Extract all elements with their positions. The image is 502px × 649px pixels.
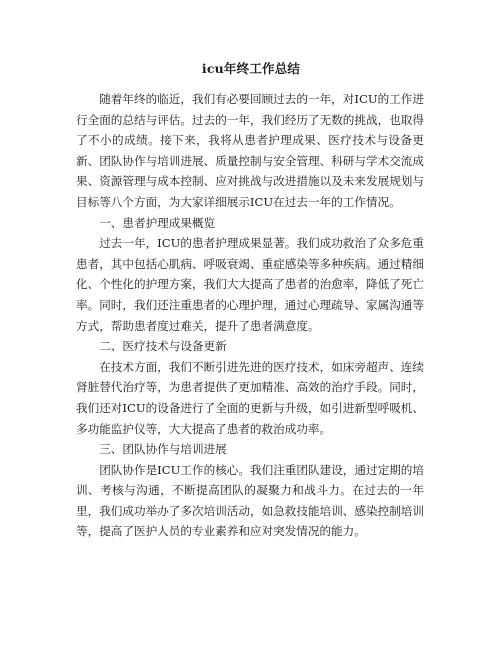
patient-care-paragraph: 过去一年，ICU的患者护理成果显著。我们成功救治了众多危重患者，其中包括心肌病、呼吸衰竭、重症感染等多种疾病。通过精细化、个性化的护理方案，我们大大提高了患者的治愈率，降低了死亡率。同时，我们还注重患者的心理护理，通过心理疏导、家属沟通等方式，帮助患者度过难关，提升了患者满意度。 — [76, 236, 424, 333]
teamwork-paragraph: 团队协作是ICU工作的核心。我们注重团队建设，通过定期的培训、考核与沟通，不断提高团队的凝聚力和战斗力。在过去的一年里，我们成功举办了多次培训活动，如急救技能培训、感染控制培训等，提高了医护人员的专业素养和应对突发情况的能力。 — [76, 462, 424, 539]
section-heading-patient-care: 一、患者护理成果概览 — [99, 215, 216, 230]
technology-paragraph: 在技术方面，我们不断引进先进的医疗技术，如床旁超声、连续肾脏替代治疗等，为患者提供了更加精准、高效的治疗手段。同时，我们还对ICU的设备进行了全面的更新与升级，如引进新型呼吸机、多功能监护仪等，大大提高了患者的救治成功率。 — [76, 359, 424, 436]
document-title: icu年终工作总结 — [201, 61, 301, 76]
document-body — [76, 89, 424, 542]
section-heading-teamwork: 三、团队协作与培训进展 — [99, 442, 227, 457]
intro-paragraph: 随着年终的临近，我们有必要回顾过去的一年，对ICU的工作进行全面的总结与评估。过去的一年，我们经历了无数的挑战，也取得了不小的成绩。接下来，我将从患者护理成果、医疗技术与设备更新、团队协作与培训进展、质量控制与安全管理、科研与学术交流成果、资源管理与成本控制、应对挑战与改进措施以及未来发展规划与目标等八个方面，为大家详细展示ICU在过去一年的工作情况。 — [76, 92, 424, 209]
section-heading-technology: 二、医疗技术与设备更新 — [99, 339, 227, 354]
